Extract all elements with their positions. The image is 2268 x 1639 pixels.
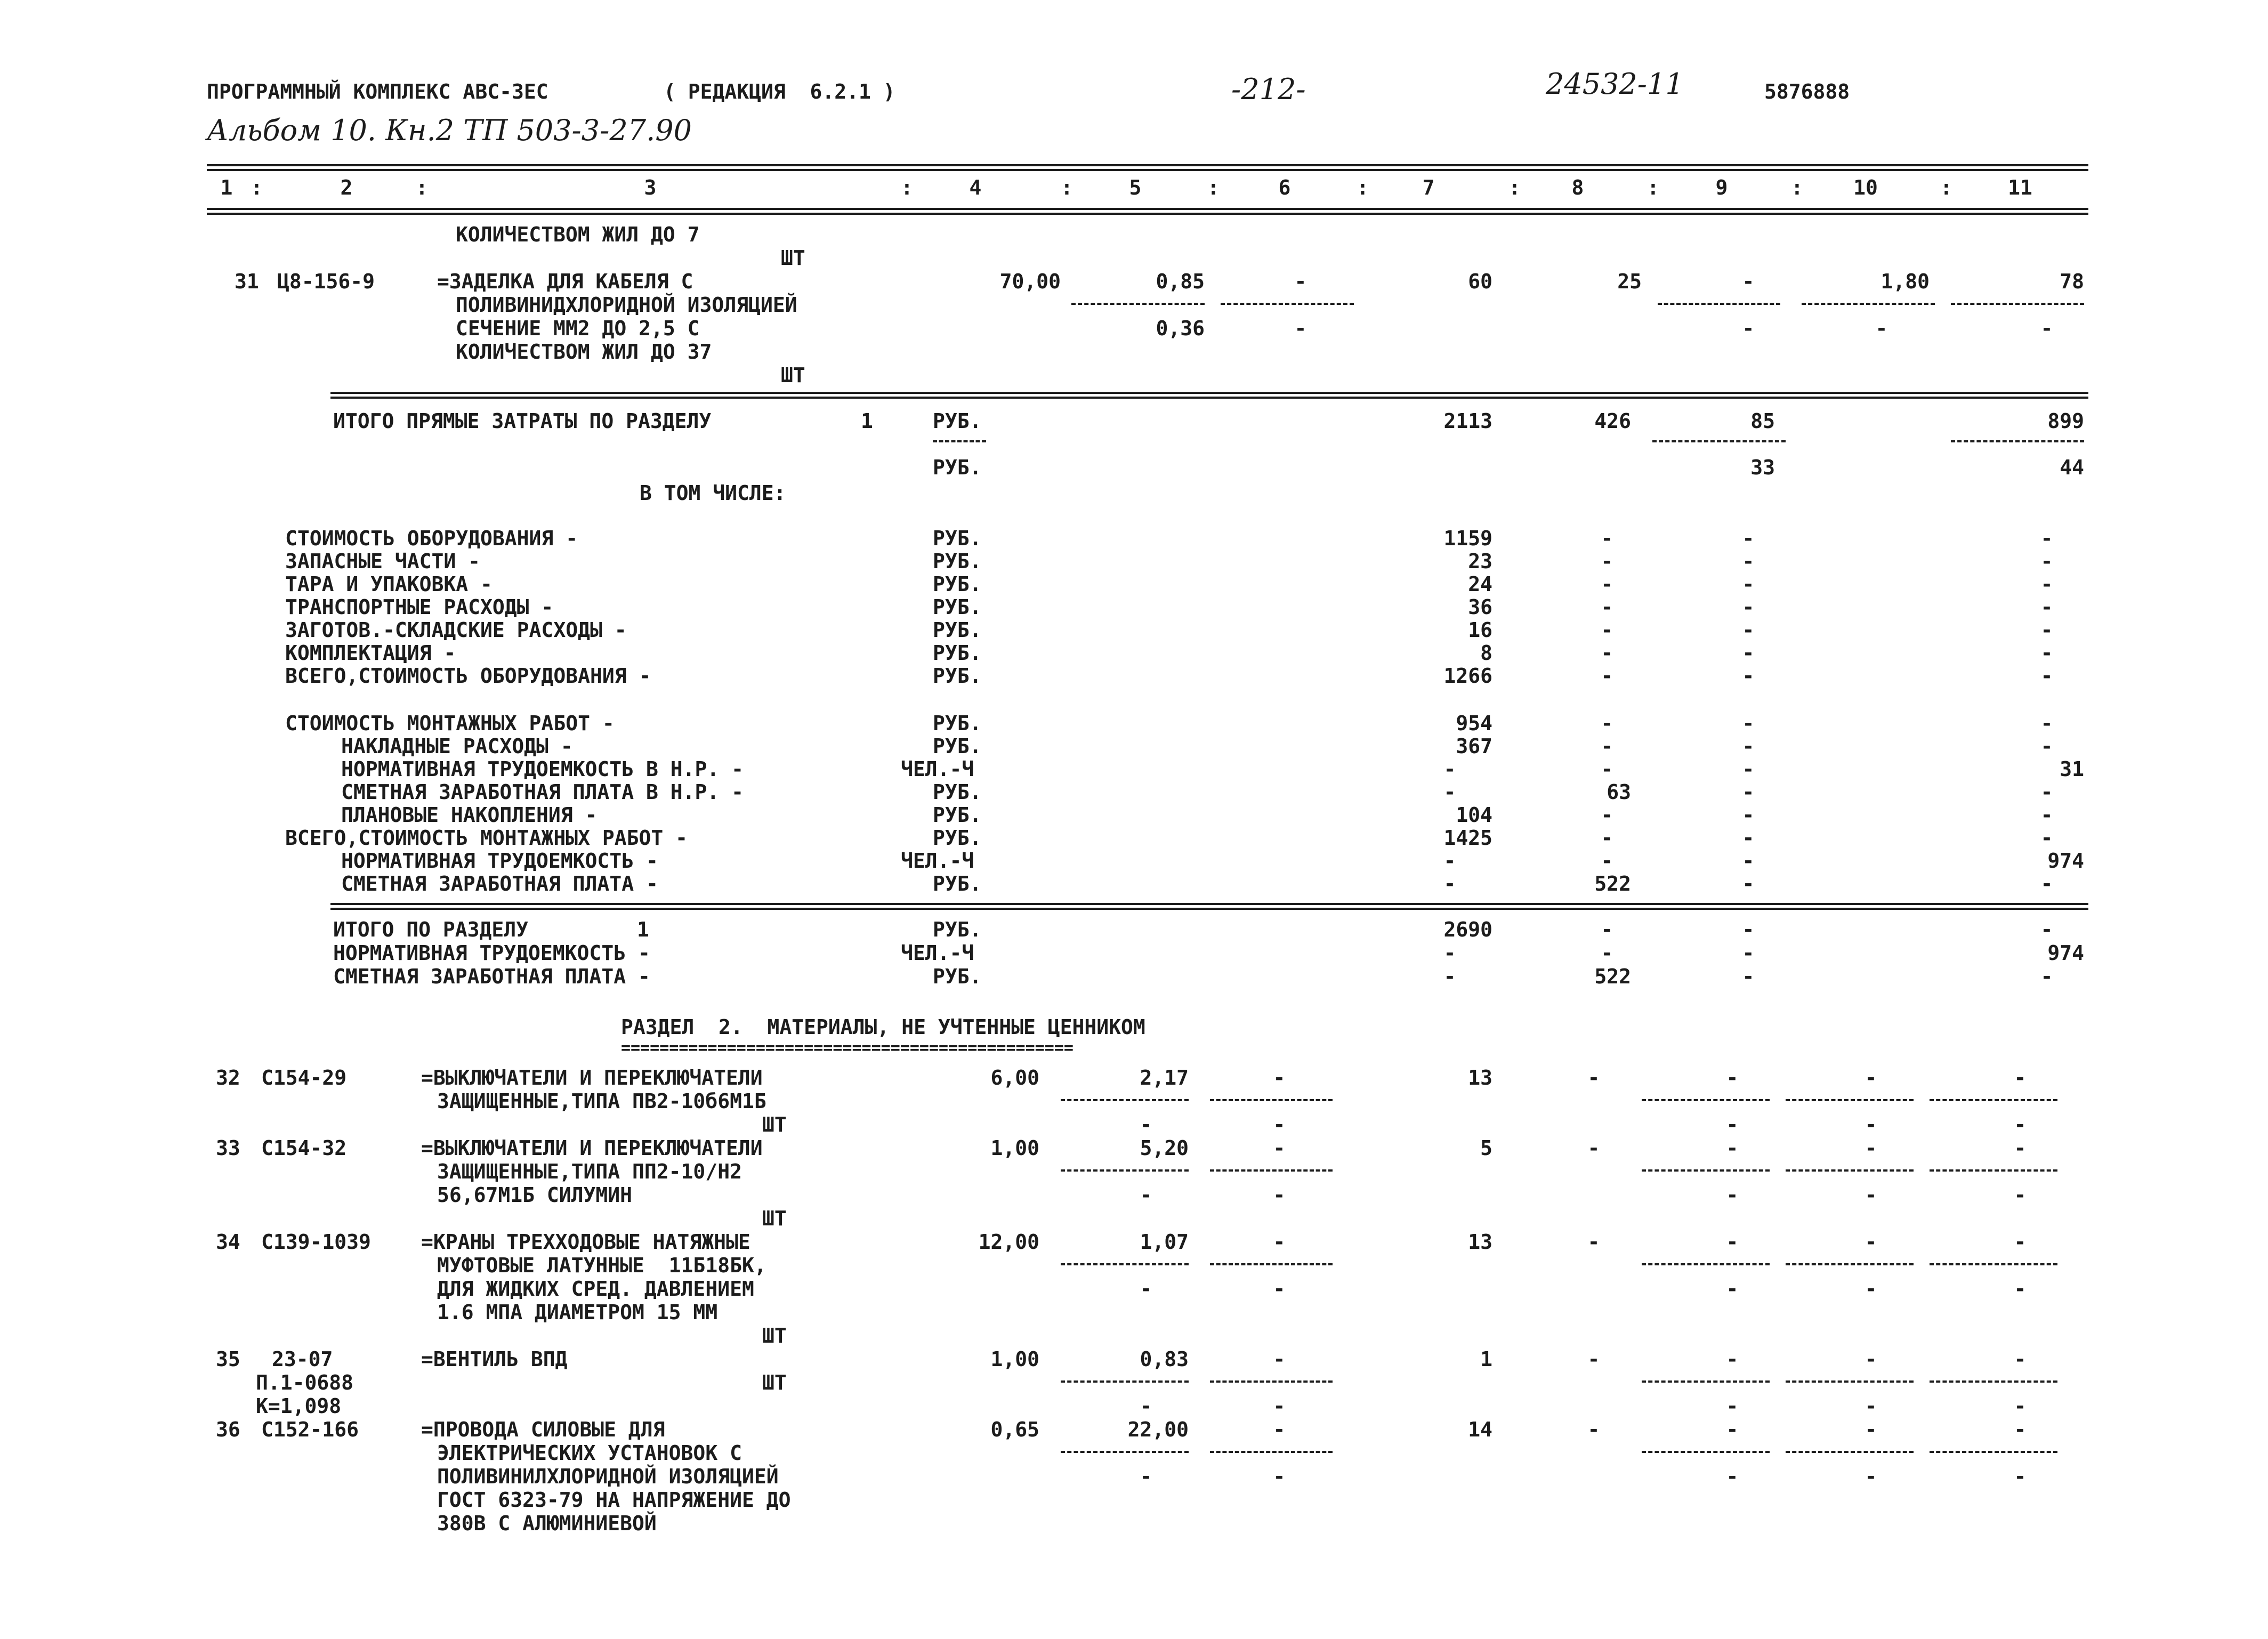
estimate-page: ПРОГРАММНЫЙ КОМПЛЕКС АВС-3ЕС ( РЕДАКЦИЯ 6.2.1 ) -212- 24532-11 5876888 Альбом 10. Кн.2 ТП 503-3-27.90 1 2 3 4 5 6 7 8 9 10 11 : : : : : : : : : : КОЛИЧЕСТВОМ ЖИЛ ДО 7 ШТ 31 Ц8-156-9 =ЗАДЕЛКА ДЛЯ КАБЕЛЯ С ПОЛИВИНИДХЛОРИДНОЙ ИЗОЛЯЦИЕЙ СЕЧЕНИЕ ММ2 ДО 2,5 С КОЛИЧЕСТВОМ ЖИЛ ДО 37 ШТ 70,00 0,85 0,36 - - 60 25 - 1,80 78 - - - ИТОГО ПРЯМЫЕ ЗАТРАТЫ ПО РАЗДЕЛУ 1 РУБ. РУБ. 2113 426 85 33 899 44 В ТОМ ЧИСЛЕ: СТОИМОСТЬ ОБОРУДОВАНИЯ - РУБ. 1159 ЗАПАСНЫЕ ЧАСТИ - РУБ. 23 ТАРА И УПАКОВКА - РУБ. 24 ТРАНСПОРТНЫЕ РАСХОДЫ - РУБ. 36 ЗАГОТОВ.-СКЛАДСКИЕ РАСХОДЫ - РУБ. 16 КОМПЛЕКТАЦИЯ - РУБ. 8 ВСЕГО,СТОИМОСТЬ ОБОРУДОВАНИЯ - РУБ. 1266 - - - - - - - - - - - - - - - - - - - - - СТОИМОСТЬ МОНТАЖНЫХ РАБОТ - РУБ. 954 НАКЛАДНЫЕ РАСХОДЫ - РУБ. 367 НОРМАТИВНАЯ ТРУДОЕМКОСТЬ В Н.Р. - ЧЕЛ.-Ч 31 СМЕТНАЯ ЗАРАБОТНАЯ ПЛАТА В Н.Р. - РУБ. 63 ПЛАНОВЫЕ НАКОПЛЕНИЯ - РУБ. 104 ВСЕГО,СТОИМОСТЬ МОНТАЖНЫХ РАБОТ - РУБ. 1425 НОРМАТИВНАЯ ТРУДОЕМКОСТЬ - ЧЕЛ.-Ч 974 СМЕТНАЯ ЗАРАБОТНАЯ ПЛАТА - РУБ. 522 - - - - - - - - - - - - - - - - - - - - - - - - ИТОГО ПО РАЗДЕЛУ 1 РУБ. 2690 НОРМАТИВНАЯ ТРУДОЕМКОСТЬ - ЧЕЛ.-Ч 974 СМЕТНАЯ ЗАРАБОТНАЯ ПЛАТА - РУБ. 522 - - - - - - - - - РАЗДЕЛ 2. МАТЕРИАЛЫ, НЕ УЧТЕННЫЕ ЦЕННИКОМ =============================================== 32 С154-29 =ВЫКЛЮЧАТЕЛИ И ПЕРЕКЛЮЧАТЕЛИ ЗАЩИЩЕННЫЕ,ТИПА ПВ2-10б6М1Б ШТ 6,00 2,17 13 - - - - - - - - - - 33 С154-32 =ВЫКЛЮЧАТЕЛИ И ПЕРЕКЛЮЧАТЕЛИ ЗАЩИЩЕННЫЕ,ТИПА ПП2-10/Н2 56,67М1Б СИЛУМИН ШТ 1,00 5,20 5 - - - - - - - - - - 34 С139-1039 =КРАНЫ ТРЕХХОДОВЫЕ НАТЯЖНЫЕ МУФТОВЫЕ ЛАТУННЫЕ 11Б18БК, ДЛЯ ЖИДКИХ СРЕД. ДАВЛЕНИЕМ 1.6 МПА ДИАМЕТРОМ 15 ММ ШТ 12,00 1,07 13 - - - - - - - - - - 35 23-07 П.1-0688 К=1,098 =ВЕНТИЛЬ ВПД ШТ 1,00 0,83 1 - - - - - - - - - - 36 С152-166 =ПРОВОДА СИЛОВЫЕ ДЛЯ ЭЛЕКТРИЧЕСКИХ УСТАНОВОК С ПОЛИВИНИЛХЛОРИДНОЙ ИЗОЛЯЦИЕЙ ГОСТ 6323-79 НА НАПРЯЖЕНИЕ ДО 380В С АЛЮМИНИЕВОЙ 0,65 22,00 14 - - - - - - - - - -	[0, 0, 2268, 1639]
row-unit: ШТ	[781, 364, 805, 387]
equipment-label: ЗАПАСНЫЕ ЧАСТИ -	[285, 550, 481, 573]
cell-total: 1	[1480, 1347, 1492, 1371]
row-code: П.1-0688	[256, 1371, 354, 1394]
cell-price: 0,83	[1140, 1347, 1189, 1371]
total-section: 1	[861, 409, 873, 433]
unit-rub: РУБ.	[933, 826, 982, 850]
unit-rub: РУБ.	[933, 409, 982, 433]
cell-quantity: 1,00	[990, 1347, 1039, 1371]
row-description: =ПРОВОДА СИЛОВЫЕ ДЛЯ	[421, 1418, 665, 1441]
unit-man-hours: ЧЕЛ.-Ч	[901, 941, 974, 965]
cell-quantity: 0,65	[990, 1418, 1039, 1441]
document-number: 24532-11	[1546, 67, 1684, 101]
cell-total: 36	[1468, 595, 1492, 619]
unit-rub: РУБ.	[933, 664, 982, 688]
cell-total: 2690	[1443, 918, 1492, 941]
col-header: 9	[1715, 176, 1728, 199]
unit-man-hours: ЧЕЛ.-Ч	[901, 757, 974, 781]
header-top-rule	[207, 164, 2088, 171]
col-header: 10	[1853, 176, 1878, 199]
cell-total: 1425	[1443, 826, 1492, 850]
row-description: ЗАЩИЩЕННЫЕ,ТИПА ПВ2-10б6М1Б	[437, 1089, 766, 1113]
row-unit: ШТ	[762, 1324, 787, 1347]
cell-labor-total: 31	[2060, 757, 2084, 781]
unit-rub: РУБ.	[933, 734, 982, 758]
cell-empty: -	[1875, 317, 1888, 340]
code-number: 5876888	[1764, 80, 1850, 103]
unit-rub: РУБ.	[933, 527, 982, 550]
row-description: =ЗАДЕЛКА ДЛЯ КАБЕЛЯ С	[437, 270, 693, 293]
totals-rule	[330, 392, 2088, 399]
equipment-label: ТРАНСПОРТНЫЕ РАСХОДЫ -	[285, 595, 554, 619]
row-code: К=1,098	[256, 1394, 342, 1418]
row-description: =ВЫКЛЮЧАТЕЛИ И ПЕРЕКЛЮЧАТЕЛИ	[421, 1136, 763, 1160]
equipment-label: КОМПЛЕКТАЦИЯ -	[285, 641, 456, 665]
unit-man-hours: ЧЕЛ.-Ч	[901, 849, 974, 873]
cell-total: 1159	[1443, 527, 1492, 550]
cell-wages: 63	[1607, 780, 1631, 804]
cell-machines: 33	[1750, 456, 1775, 479]
row-description: ЗАЩИЩЕННЫЕ,ТИПА ПП2-10/Н2	[437, 1160, 742, 1183]
row-unit: ШТ	[762, 1371, 787, 1394]
col-header: 2	[340, 176, 353, 199]
unit-rub: РУБ.	[933, 712, 982, 735]
col-header: 4	[969, 176, 982, 199]
cell-empty: -	[1294, 270, 1307, 293]
section-title: РАЗДЕЛ 2. МАТЕРИАЛЫ, НЕ УЧТЕННЫЕ ЦЕННИКОМ	[621, 1015, 1145, 1039]
installation-label: СТОИМОСТЬ МОНТАЖНЫХ РАБОТ -	[285, 712, 615, 735]
cell-quantity: 12,00	[978, 1230, 1039, 1254]
cell-labor-total: 974	[2047, 941, 2084, 965]
installation-label: ПЛАНОВЫЕ НАКОПЛЕНИЯ -	[341, 803, 598, 827]
col-header: 3	[644, 176, 657, 199]
installation-label: ВСЕГО,СТОИМОСТЬ МОНТАЖНЫХ РАБОТ -	[285, 826, 688, 850]
cell-total: 24	[1468, 572, 1492, 596]
row-code: С139-1039	[261, 1230, 371, 1254]
unit-rub: РУБ.	[933, 965, 982, 988]
row-number: 34	[216, 1230, 240, 1254]
equipment-label: ЗАГОТОВ.-СКЛАДСКИЕ РАСХОДЫ -	[285, 618, 627, 642]
installation-label: НОРМАТИВНАЯ ТРУДОЕМКОСТЬ -	[341, 849, 658, 873]
col-header: 6	[1278, 176, 1291, 199]
section-total-label: ИТОГО ПО РАЗДЕЛУ	[333, 918, 529, 941]
col-header: 1	[220, 176, 233, 199]
cell-total: 954	[1456, 712, 1492, 735]
row-description: 380В С АЛЮМИНИЕВОЙ	[437, 1512, 657, 1535]
unit-rub: РУБ.	[933, 456, 982, 479]
cell-wages: 25	[1617, 270, 1642, 293]
row-code: С154-29	[261, 1066, 347, 1089]
row-unit: ШТ	[781, 246, 805, 270]
installation-label: НАКЛАДНЫЕ РАСХОДЫ -	[341, 734, 573, 758]
unit-rub: РУБ.	[933, 641, 982, 665]
row-number: 32	[216, 1066, 240, 1089]
cell-total: 16	[1468, 618, 1492, 642]
row-description: ПОЛИВИНИДХЛОРИДНОЙ ИЗОЛЯЦИЕЙ	[456, 293, 797, 317]
cell-total: 5	[1480, 1136, 1492, 1160]
row-number: 31	[235, 270, 259, 293]
installation-label: СМЕТНАЯ ЗАРАБОТНАЯ ПЛАТА В Н.Р. -	[341, 780, 744, 804]
row-code: 23-07	[272, 1347, 333, 1371]
cell-empty: -	[2040, 317, 2053, 340]
cell-labor-total: 44	[2060, 456, 2084, 479]
cell-empty: -	[1742, 317, 1755, 340]
cell-empty: -	[1742, 270, 1755, 293]
row-description: КОЛИЧЕСТВОМ ЖИЛ ДО 7	[456, 223, 700, 246]
col-header: 7	[1422, 176, 1435, 199]
unit-rub: РУБ.	[933, 803, 982, 827]
section-total-rule	[330, 903, 2088, 910]
cell-price: 1,07	[1140, 1230, 1189, 1254]
cell-machines: 85	[1750, 409, 1775, 433]
row-code: С152-166	[261, 1418, 359, 1441]
row-description: ЭЛЕКТРИЧЕСКИХ УСТАНОВОК С	[437, 1441, 742, 1465]
cell-total: 2113	[1443, 409, 1492, 433]
cell-labor-total: 899	[2047, 409, 2084, 433]
equipment-label: СТОИМОСТЬ ОБОРУДОВАНИЯ -	[285, 527, 578, 550]
section-title-underline: ===============================================	[621, 1039, 1074, 1057]
cell-empty: -	[1294, 317, 1307, 340]
cell-total: 1266	[1443, 664, 1492, 688]
cell-total: 23	[1468, 550, 1492, 573]
unit-rub: РУБ.	[933, 872, 982, 895]
section-total-label: НОРМАТИВНАЯ ТРУДОЕМКОСТЬ -	[333, 941, 650, 965]
row-number: 36	[216, 1418, 240, 1441]
row-description: 56,67М1Б СИЛУМИН	[437, 1183, 633, 1207]
cell-quantity: 1,00	[990, 1136, 1039, 1160]
album-reference: Альбом 10. Кн.2 ТП 503-3-27.90	[207, 114, 692, 147]
installation-label: НОРМАТИВНАЯ ТРУДОЕМКОСТЬ В Н.Р. -	[341, 757, 744, 781]
installation-label: СМЕТНАЯ ЗАРАБОТНАЯ ПЛАТА -	[341, 872, 658, 895]
equipment-label: ТАРА И УПАКОВКА -	[285, 572, 493, 596]
including-label: В ТОМ ЧИСЛЕ:	[640, 481, 786, 505]
cell-price: 22,00	[1127, 1418, 1189, 1441]
row-code: С154-32	[261, 1136, 347, 1160]
cell-labor-total: 974	[2047, 849, 2084, 873]
header-bottom-rule	[207, 208, 2088, 215]
cell-labor-total: 78	[2060, 270, 2084, 293]
col-header: 11	[2008, 176, 2032, 199]
row-description: =ВЫКЛЮЧАТЕЛИ И ПЕРЕКЛЮЧАТЕЛИ	[421, 1066, 763, 1089]
cell-total: 104	[1456, 803, 1492, 827]
cell-total: 13	[1468, 1230, 1492, 1254]
cell-labor: 1,80	[1880, 270, 1930, 293]
section-number: 1	[637, 918, 649, 941]
cell-total: 13	[1468, 1066, 1492, 1089]
page-number: -212-	[1231, 72, 1306, 106]
row-description: =КРАНЫ ТРЕХХОДОВЫЕ НАТЯЖНЫЕ	[421, 1230, 750, 1254]
cell-wages: 522	[1594, 965, 1631, 988]
row-code: Ц8-156-9	[277, 270, 375, 293]
row-description: ПОЛИВИНИЛХЛОРИДНОЙ ИЗОЛЯЦИЕЙ	[437, 1465, 779, 1488]
row-description: СЕЧЕНИЕ ММ2 ДО 2,5 С	[456, 317, 700, 340]
edition-label: ( РЕДАКЦИЯ 6.2.1 )	[664, 80, 895, 103]
row-unit: ШТ	[762, 1207, 787, 1230]
row-description: МУФТОВЫЕ ЛАТУННЫЕ 11Б18БК,	[437, 1254, 766, 1277]
unit-rub: РУБ.	[933, 918, 982, 941]
row-description: ДЛЯ ЖИДКИХ СРЕД. ДАВЛЕНИЕМ	[437, 1277, 754, 1301]
unit-rub: РУБ.	[933, 550, 982, 573]
row-description: =ВЕНТИЛЬ ВПД	[421, 1347, 568, 1371]
total-label: ИТОГО ПРЯМЫЕ ЗАТРАТЫ ПО РАЗДЕЛУ	[333, 409, 712, 433]
cell-price: 0,85	[1156, 270, 1205, 293]
row-number: 35	[216, 1347, 240, 1371]
section-total-label: СМЕТНАЯ ЗАРАБОТНАЯ ПЛАТА -	[333, 965, 650, 988]
col-header: 5	[1129, 176, 1142, 199]
row-description: ГОСТ 6323-79 НА НАПРЯЖЕНИЕ ДО	[437, 1488, 791, 1512]
cell-price: 0,36	[1156, 317, 1205, 340]
cell-wages: 522	[1594, 872, 1631, 895]
cell-price: 2,17	[1140, 1066, 1189, 1089]
unit-rub: РУБ.	[933, 595, 982, 619]
cell-total: 14	[1468, 1418, 1492, 1441]
row-description: КОЛИЧЕСТВОМ ЖИЛ ДО 37	[456, 340, 712, 364]
equipment-label: ВСЕГО,СТОИМОСТЬ ОБОРУДОВАНИЯ -	[285, 664, 651, 688]
unit-rub: РУБ.	[933, 780, 982, 804]
program-title: ПРОГРАММНЫЙ КОМПЛЕКС АВС-3ЕС	[207, 80, 548, 103]
cell-total: 367	[1456, 734, 1492, 758]
row-number: 33	[216, 1136, 240, 1160]
unit-rub: РУБ.	[933, 572, 982, 596]
cell-total: 60	[1468, 270, 1492, 293]
cell-price: 5,20	[1140, 1136, 1189, 1160]
cell-wages: 426	[1594, 409, 1631, 433]
col-header: 8	[1571, 176, 1584, 199]
row-unit: ШТ	[762, 1113, 787, 1136]
row-description: 1.6 МПА ДИАМЕТРОМ 15 ММ	[437, 1301, 718, 1324]
unit-rub: РУБ.	[933, 618, 982, 642]
cell-quantity: 6,00	[990, 1066, 1039, 1089]
cell-total: 8	[1480, 641, 1492, 665]
cell-quantity: 70,00	[999, 270, 1061, 293]
